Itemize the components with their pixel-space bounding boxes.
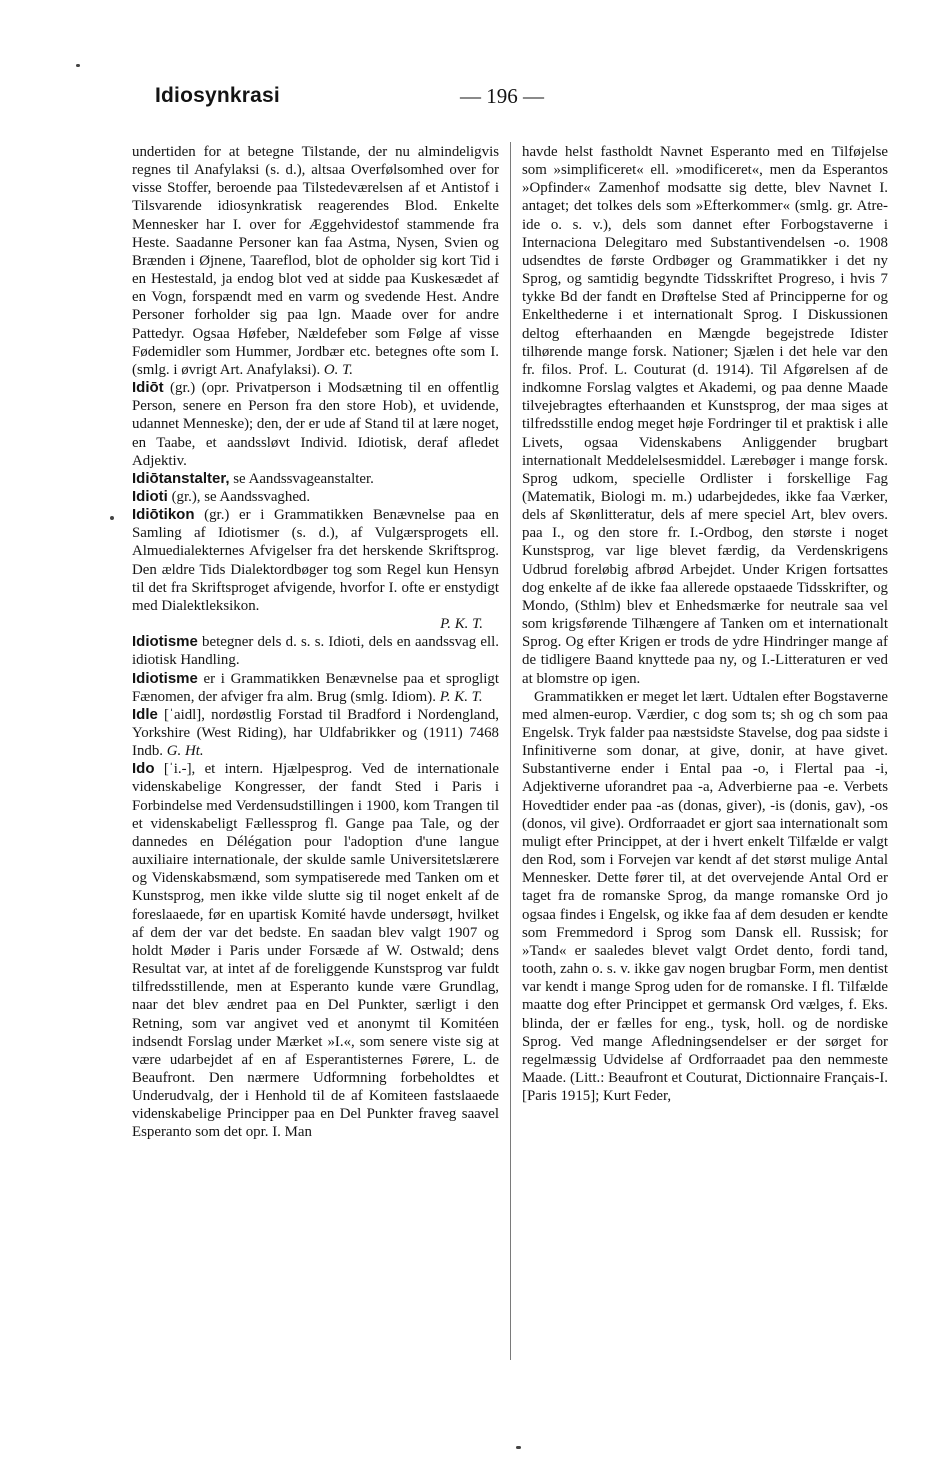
scan-speck — [516, 1446, 521, 1449]
scan-speck — [76, 64, 80, 67]
headword: Idiōt — [132, 379, 164, 397]
entry-idiotanstalter — [132, 470, 499, 488]
entry-text: [ˈi.-], et intern. Hjælpesprog. Ved de internationale videnskabelige Kongresser, der fandt Sted i Paris i Forbindelse med Verdensudstillingen i 1900, kom Trangen til et videnskabeligt Fællessprog fl. Gange paa Tale, og der dannedes en Délégation pour l'adoption d'une langue auxiliaire internationale, der skulde samle Universitetslærere og Videnskabsmænd, som sympatiserede med Tanken om et Kunstsprog, men ikke vilde slutte sig til noget enkelt af de foreslaaede, før en upartisk Komité havde undersøgt, hvilket af dem der var det bedste. En saadan blev valgt 1907 og holdt Møder i Paris under Forsæde af W. Ostwald; dens Resultat var, at intet af de foreliggende Kunstsprog var fuldt tilfredsstillende, men at Esperanto kunde være Grundlag, naar det blev ændret paa en Del Punkter, særligt i den Retning, som var angivet ved et anonymt til Komitéen indsendt Forslag under Mærket »I.«, som senere viste sig at være udarbejdet af en af Esperantisternes Førere, L. de Beaufront. Den nærmere Udformning forbeholdtes et Underudvalg, der i Henhold til de af Komiteen fastslaaede videnskabelige Principper paa en Del Punkter fraveg saavel Esperanto som det opr. I. Man — [132, 761, 499, 1141]
entry-idle — [132, 706, 499, 760]
running-title: Idiosynkrasi — [155, 84, 280, 107]
right-column — [522, 143, 888, 1105]
paragraph-text: undertiden for at betegne Tilstande, der nu almindeligvis regnes til Anafylaksi (s. d.), altsaa Overfølsomhed over for visse Stoffer, beroende paa Tilstedeværelsen af et Antistof i Tilsvarende idiosynkratisk reagerendes Blod. Enkelte Mennesker har I. over for Æggehvidestof stammende fra Heste. Saadanne Personer kan faa Astma, Nysen, Svien og Brænden i Øjnene, Taareflod, blot de opholder sig kort Tid i en Hestestald, ja endog blot ved at sidde paa Kuskesædet af en Vogn, forspændt med en varm og svedende Hest. Andre Personer forholder sig paa lgn. Maade over for andre Pattedyr. Ogsaa Høfeber, Nældefeber som Følge af visse Fødemidler som Hummer, Jordbær etc. betegnes ofte som I. (smlg. i øvrigt Art. Anafylaksi). — [132, 144, 499, 378]
author-signature: O. T. — [323, 361, 354, 378]
entry-idioti — [132, 488, 499, 506]
column-divider — [510, 142, 511, 1360]
headword: Ido — [132, 760, 155, 778]
left-column — [132, 143, 499, 1142]
entry-text: (gr.) er i Grammatikken Benævnelse paa en Samling af Idiotismer (s. d.), af Vulgærsprogets ell. Almuedialekternes Afvigelser fra det herskende Skriftsprog. Den ældre Tids Dialektordbøger tog som Regel kun Hensyn til det fra Skriftsproget afvigende, hvorfor I. ofte er enstydigt med Dialektleksikon. — [132, 507, 499, 614]
paragraph: havde helst fastholdt Navnet Esperanto med en Tilføjelse som »simplificeret« ell. »modificeret«, men da Esperantos »Opfinder« Zamenhof modsatte sig dette, blev Navnet I. antaget; det tolkes dels som »Efterkommer« (smlg. gr. Atre-ide o. s. v.), dels som dannet efter Forbogstaverne i Internaciona Delegitaro med Substantivendelsen -o. 1908 udsendtes de første Ordbøger og Grammatikker i det ny Sprog, og samtidig begyndte Tidsskriftet Progreso, i hvis 7 tykke Bd der fandt en Drøftelse Sted af Principperne for og Enkelthederne i et internationalt Sprog. I Diskussionen deltog efterhaanden en Mængde begejstrede Idister tilhørende mange forsk. Nationer; Sjælen i det hele var den fr. filos. Prof. L. Couturat (d. 1914). Til Afgørelsen af de indkomne Forslag valgtes et Akademi, og paa denne Maade tilvejebragtes efterhaanden et Kunstsprog, der maa siges at tilfredsstille endog meget høje Fordringer til et praktisk i alle Livets, ogsaa Videnskabens Anliggender brugbart internationalt Meddelelsesmiddel. Lærebøger i mange forsk. Sprog udkom, specielle Ordlister i forskellige Fag (Matematik, Biologi m. m.) udarbejdedes, ikke faa Værker, dels af Skønlitteratur, dels af mere speciel Art, blev overs. paa I., og den store fr. I.-Ordbog, den største i noget Kunstsprog, var lige blevet færdig, da Verdenskrigens Udbrud foreløbig afbrød Arbejdet. Under Krigen fortsattes dog enkelte af de ikke faa allerede opstaaede Tidsskrifter, og Mondo, (Sthlm) blev et Enhedsmærke for neutrale saa vel som krigsførende Tilhængere af Tanken om et internationalt Sprog. Og efter Krigen er trods de ydre Hindringer mange af de tidligere Baand knyttede paa ny, og I.-Litteraturen er ved at blomstre op igen. — [522, 144, 888, 687]
paragraph: Grammatikken er meget let lært. Udtalen efter Bogstaverne med almen-europ. Værdier, c dog som ts; sh og ch som paa Engelsk. Tryk falder paa næstsidste Stavelse, dog paa sidste i Infinitiverne som donar, at give, donir, at have givet. Substantiverne ender i Ental paa -o, i Flertal paa -i, Adjektiverne uforandret paa -a, Adverbierne paa -e. Verbets Hovedtider ender paa -as (donas, giver), -is (donis, gav), -os (donos, vil give). Ordforraadet er gjort saa internationalt som muligt efter Princippet, at der i hvert enkelt Tilfælde er valgt den Rod, som i Forvejen var kendt af det størst mulige Antal Mennesker. Dette fører til, at det overvejende Antal Ord er taget fra de romanske Sprog, da mange romanske Ord jo ogsaa findes i Engelsk, og ikke faa af dem desuden er kendte som Fremmedord i Sprog som Dansk ell. Russisk; for »Tand« er saaledes blevet valgt Ordet dento, fordi tand, tooth, zahn o. s. v. ikke gav nogen brugbar Form, men dentist var kendt i mange Sprog uden for de romanske. I fl. Tilfælde maatte dog efter Princippet et germansk Ord vælges, f. Eks. blinda, der er fælles for eng., tysk, holl. og de nordiske Sprog. Ved mange Afledningsendelser er der sørget for regelmæssig Udvidelse af Ordforraadet paa den nemmeste Maade. (Litt.: Beaufront et Couturat, Dictionnaire Français-I. [Paris 1915]; Kurt Feder, — [522, 688, 888, 1105]
paragraph — [132, 143, 499, 379]
entry-text: er i Grammatikken Benævnelse paa et sprogligt Fænomen, der afviger fra alm. Brug (smlg. Idiom). — [132, 670, 499, 705]
headword: Idiotisme — [132, 669, 198, 687]
entry-ido — [132, 760, 499, 1141]
page-number: — 196 — — [460, 84, 544, 108]
entry-text: (gr.) (opr. Privatperson i Modsætning til en offentlig Person, senere en Person fra den store Hob), et uvidende, udannet Menneske); den, der er ude af Stand til at lære noget, en Taabe, et aandssløvt Individ. Idiotisk, deraf afledet Adjektiv. — [132, 380, 499, 469]
headword: Idiōtanstalter, — [132, 469, 230, 487]
entry-idiotisme-1 — [132, 633, 499, 669]
headword: Idiotisme — [132, 633, 198, 651]
headword: Idle — [132, 705, 158, 723]
page-header — [150, 84, 880, 114]
entry-text: [ˈaidl], nordøstlig Forstad til Bradford i Nordengland, Yorkshire (West Riding), har Uldfabrikker og (1911) 7468 Indb. — [132, 706, 499, 760]
author-signature: P. K. T. — [439, 688, 483, 705]
author-signature: P. K. T. — [440, 616, 483, 633]
headword: Idiōtikon — [132, 506, 195, 524]
entry-idiot — [132, 379, 499, 470]
headword: Idioti — [132, 487, 168, 505]
entry-idiotikon — [132, 506, 499, 615]
entry-text: betegner dels d. s. s. Idioti, dels en aandssvag ell. idiotisk Handling. — [132, 634, 499, 669]
scan-speck — [110, 516, 114, 520]
author-signature: G. Ht. — [166, 743, 204, 760]
entry-text: (gr.), se Aandssvaghed. — [171, 488, 311, 505]
entry-text: se Aandssvageanstalter. — [233, 470, 374, 487]
entry-idiotisme-2 — [132, 670, 499, 706]
